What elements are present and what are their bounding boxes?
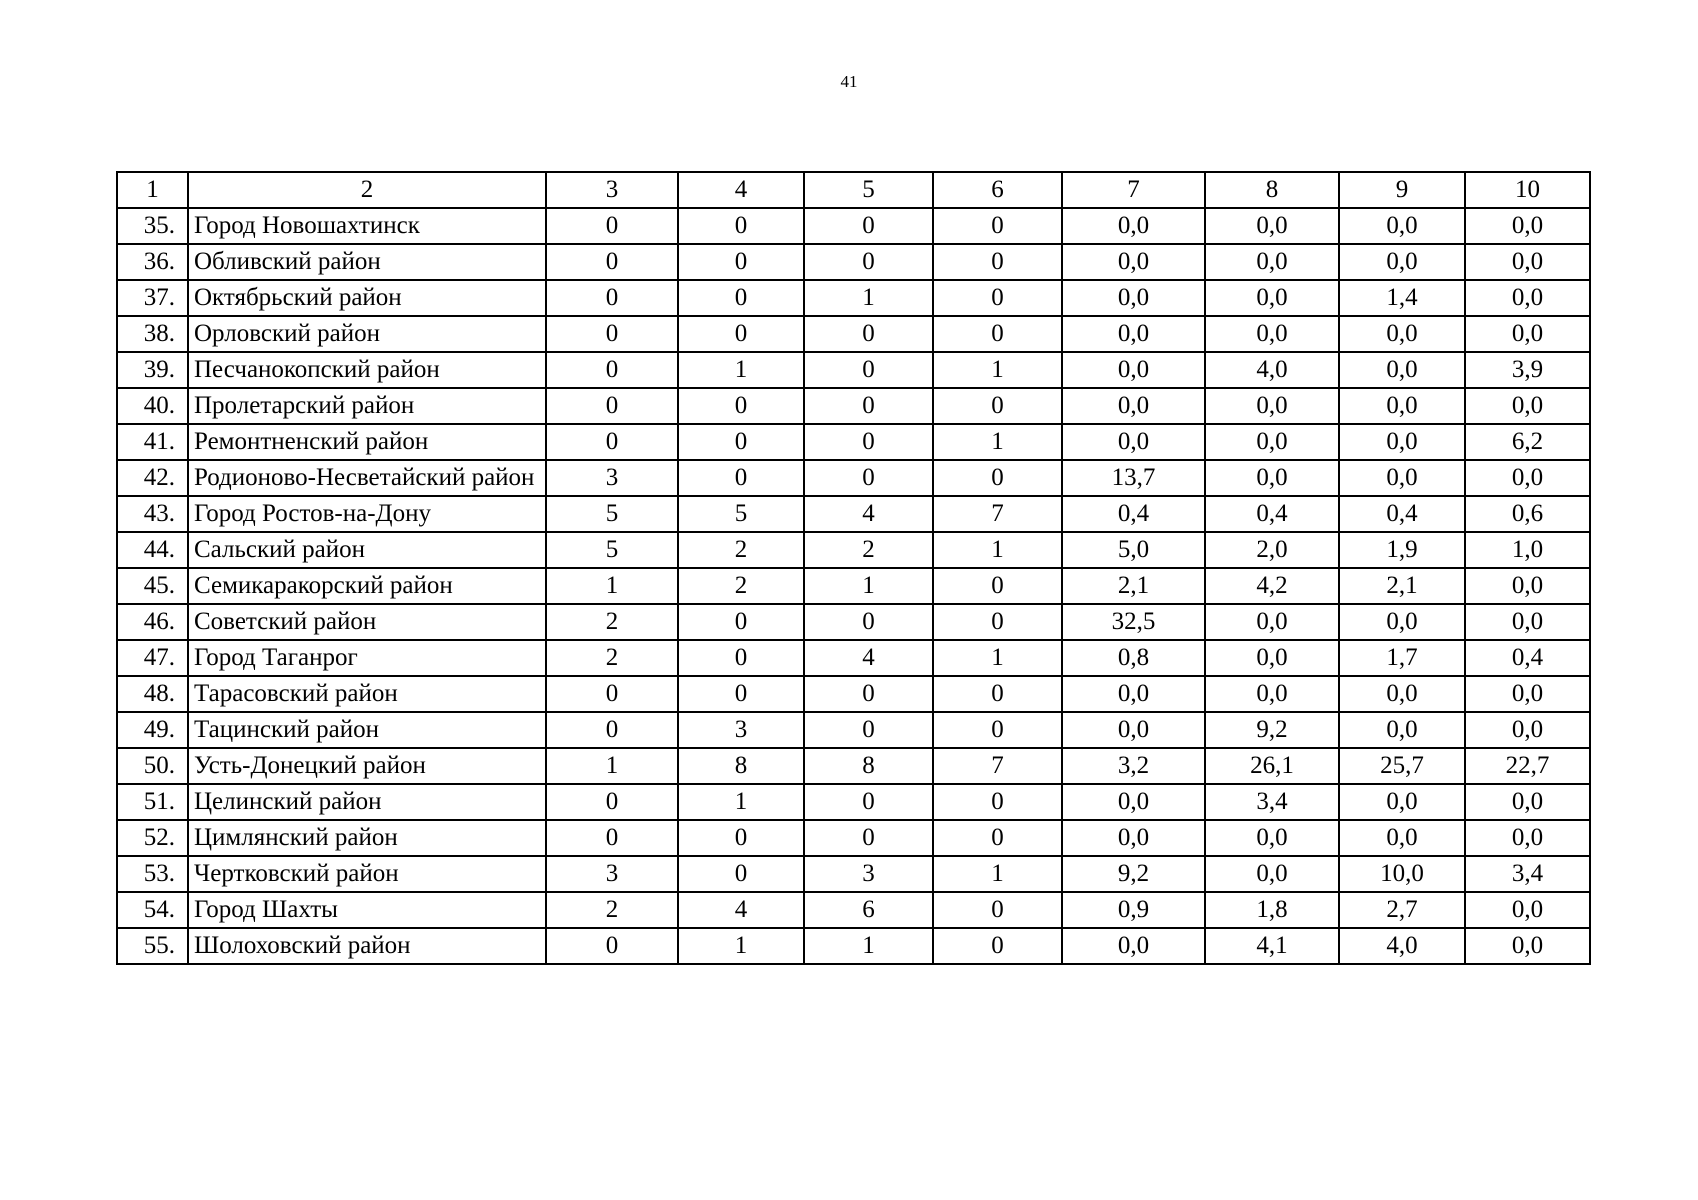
col-6-value: 0 <box>933 784 1062 820</box>
col-3-value: 0 <box>546 424 678 460</box>
col-6-value: 0 <box>933 820 1062 856</box>
col-7-value: 0,0 <box>1062 244 1205 280</box>
row-number: 54. <box>117 892 188 928</box>
col-7-value: 0,0 <box>1062 676 1205 712</box>
col-10-value: 6,2 <box>1465 424 1590 460</box>
district-name: Советский район <box>188 604 546 640</box>
col-5-value: 1 <box>804 280 933 316</box>
row-number: 39. <box>117 352 188 388</box>
col-5-value: 0 <box>804 676 933 712</box>
col-3-value: 0 <box>546 784 678 820</box>
col-5-value: 0 <box>804 604 933 640</box>
col-6-value: 7 <box>933 748 1062 784</box>
col-4-value: 0 <box>678 604 804 640</box>
col-5-value: 0 <box>804 388 933 424</box>
col-4-value: 1 <box>678 928 804 964</box>
header-cell: 3 <box>546 172 678 208</box>
col-5-value: 1 <box>804 568 933 604</box>
col-6-value: 0 <box>933 676 1062 712</box>
col-10-value: 0,0 <box>1465 820 1590 856</box>
table-row <box>117 208 1590 244</box>
col-5-value: 0 <box>804 316 933 352</box>
col-3-value: 0 <box>546 388 678 424</box>
col-8-value: 0,0 <box>1205 604 1339 640</box>
col-5-value: 0 <box>804 460 933 496</box>
col-9-value: 0,0 <box>1339 676 1465 712</box>
district-name: Октябрьский район <box>188 280 546 316</box>
col-4-value: 0 <box>678 388 804 424</box>
district-name: Сальский район <box>188 532 546 568</box>
table-row <box>117 244 1590 280</box>
col-4-value: 0 <box>678 820 804 856</box>
col-6-value: 1 <box>933 424 1062 460</box>
col-4-value: 0 <box>678 316 804 352</box>
col-10-value: 0,6 <box>1465 496 1590 532</box>
col-8-value: 9,2 <box>1205 712 1339 748</box>
district-name: Тарасовский район <box>188 676 546 712</box>
col-6-value: 0 <box>933 460 1062 496</box>
col-6-value: 0 <box>933 280 1062 316</box>
row-number: 46. <box>117 604 188 640</box>
col-10-value: 0,0 <box>1465 784 1590 820</box>
col-4-value: 2 <box>678 568 804 604</box>
row-number: 48. <box>117 676 188 712</box>
col-3-value: 5 <box>546 532 678 568</box>
table-row <box>117 712 1590 748</box>
district-name: Город Таганрог <box>188 640 546 676</box>
col-7-value: 2,1 <box>1062 568 1205 604</box>
col-7-value: 0,0 <box>1062 820 1205 856</box>
col-9-value: 2,7 <box>1339 892 1465 928</box>
table-row <box>117 892 1590 928</box>
col-8-value: 1,8 <box>1205 892 1339 928</box>
col-7-value: 0,0 <box>1062 928 1205 964</box>
col-10-value: 22,7 <box>1465 748 1590 784</box>
col-10-value: 0,0 <box>1465 208 1590 244</box>
col-10-value: 3,4 <box>1465 856 1590 892</box>
col-10-value: 0,0 <box>1465 892 1590 928</box>
col-4-value: 0 <box>678 244 804 280</box>
col-7-value: 0,0 <box>1062 424 1205 460</box>
row-number: 53. <box>117 856 188 892</box>
col-10-value: 0,0 <box>1465 280 1590 316</box>
district-name: Город Шахты <box>188 892 546 928</box>
row-number: 41. <box>117 424 188 460</box>
col-9-value: 2,1 <box>1339 568 1465 604</box>
col-4-value: 0 <box>678 460 804 496</box>
col-7-value: 3,2 <box>1062 748 1205 784</box>
row-number: 43. <box>117 496 188 532</box>
district-name: Город Ростов-на-Дону <box>188 496 546 532</box>
row-number: 52. <box>117 820 188 856</box>
col-3-value: 0 <box>546 676 678 712</box>
table-body <box>117 208 1590 964</box>
row-number: 50. <box>117 748 188 784</box>
col-6-value: 0 <box>933 316 1062 352</box>
col-6-value: 7 <box>933 496 1062 532</box>
row-number: 49. <box>117 712 188 748</box>
col-4-value: 4 <box>678 892 804 928</box>
col-7-value: 0,0 <box>1062 280 1205 316</box>
col-3-value: 0 <box>546 928 678 964</box>
col-7-value: 9,2 <box>1062 856 1205 892</box>
col-8-value: 0,0 <box>1205 820 1339 856</box>
col-5-value: 0 <box>804 784 933 820</box>
table-row <box>117 676 1590 712</box>
col-7-value: 0,9 <box>1062 892 1205 928</box>
header-cell: 7 <box>1062 172 1205 208</box>
col-9-value: 1,9 <box>1339 532 1465 568</box>
col-4-value: 0 <box>678 208 804 244</box>
col-8-value: 26,1 <box>1205 748 1339 784</box>
col-6-value: 1 <box>933 640 1062 676</box>
district-name: Родионово-Несветайский район <box>188 460 546 496</box>
col-4-value: 3 <box>678 712 804 748</box>
col-3-value: 0 <box>546 208 678 244</box>
col-10-value: 1,0 <box>1465 532 1590 568</box>
col-6-value: 0 <box>933 244 1062 280</box>
col-4-value: 1 <box>678 784 804 820</box>
col-8-value: 2,0 <box>1205 532 1339 568</box>
col-9-value: 0,0 <box>1339 820 1465 856</box>
col-7-value: 32,5 <box>1062 604 1205 640</box>
col-5-value: 2 <box>804 532 933 568</box>
col-3-value: 3 <box>546 856 678 892</box>
col-3-value: 0 <box>546 244 678 280</box>
col-3-value: 0 <box>546 820 678 856</box>
col-6-value: 0 <box>933 568 1062 604</box>
col-9-value: 0,0 <box>1339 784 1465 820</box>
table-row <box>117 316 1590 352</box>
col-3-value: 0 <box>546 352 678 388</box>
col-3-value: 2 <box>546 604 678 640</box>
col-9-value: 0,0 <box>1339 712 1465 748</box>
col-8-value: 0,0 <box>1205 280 1339 316</box>
district-name: Чертковский район <box>188 856 546 892</box>
col-5-value: 6 <box>804 892 933 928</box>
table-row <box>117 496 1590 532</box>
col-7-value: 0,0 <box>1062 784 1205 820</box>
header-cell: 1 <box>117 172 188 208</box>
col-6-value: 1 <box>933 352 1062 388</box>
col-9-value: 4,0 <box>1339 928 1465 964</box>
row-number: 47. <box>117 640 188 676</box>
col-10-value: 0,0 <box>1465 460 1590 496</box>
col-10-value: 0,0 <box>1465 316 1590 352</box>
col-10-value: 0,0 <box>1465 568 1590 604</box>
col-10-value: 0,0 <box>1465 388 1590 424</box>
table-row <box>117 820 1590 856</box>
col-9-value: 0,0 <box>1339 316 1465 352</box>
col-4-value: 5 <box>678 496 804 532</box>
row-number: 38. <box>117 316 188 352</box>
col-3-value: 0 <box>546 712 678 748</box>
col-5-value: 1 <box>804 928 933 964</box>
col-10-value: 0,0 <box>1465 676 1590 712</box>
col-5-value: 3 <box>804 856 933 892</box>
col-3-value: 5 <box>546 496 678 532</box>
col-8-value: 0,0 <box>1205 316 1339 352</box>
col-3-value: 0 <box>546 280 678 316</box>
col-10-value: 0,0 <box>1465 604 1590 640</box>
statistics-table <box>116 171 1591 965</box>
col-8-value: 0,4 <box>1205 496 1339 532</box>
col-4-value: 0 <box>678 640 804 676</box>
col-7-value: 0,4 <box>1062 496 1205 532</box>
district-name: Город Новошахтинск <box>188 208 546 244</box>
col-9-value: 0,0 <box>1339 352 1465 388</box>
district-name: Песчанокопский район <box>188 352 546 388</box>
district-name: Тацинский район <box>188 712 546 748</box>
col-10-value: 0,0 <box>1465 244 1590 280</box>
table-row <box>117 640 1590 676</box>
col-3-value: 3 <box>546 460 678 496</box>
district-name: Обливский район <box>188 244 546 280</box>
col-3-value: 0 <box>546 316 678 352</box>
col-5-value: 4 <box>804 496 933 532</box>
col-8-value: 4,0 <box>1205 352 1339 388</box>
col-10-value: 3,9 <box>1465 352 1590 388</box>
col-4-value: 1 <box>678 352 804 388</box>
col-3-value: 2 <box>546 892 678 928</box>
table-row <box>117 856 1590 892</box>
col-9-value: 1,4 <box>1339 280 1465 316</box>
district-name: Цимлянский район <box>188 820 546 856</box>
col-7-value: 0,8 <box>1062 640 1205 676</box>
header-cell: 8 <box>1205 172 1339 208</box>
table-row <box>117 388 1590 424</box>
col-3-value: 1 <box>546 568 678 604</box>
table-row <box>117 928 1590 964</box>
district-name: Пролетарский район <box>188 388 546 424</box>
col-6-value: 0 <box>933 208 1062 244</box>
table-row <box>117 532 1590 568</box>
row-number: 37. <box>117 280 188 316</box>
col-6-value: 0 <box>933 604 1062 640</box>
row-number: 55. <box>117 928 188 964</box>
col-8-value: 0,0 <box>1205 676 1339 712</box>
col-9-value: 10,0 <box>1339 856 1465 892</box>
col-9-value: 0,0 <box>1339 460 1465 496</box>
col-5-value: 4 <box>804 640 933 676</box>
row-number: 45. <box>117 568 188 604</box>
district-name: Семикаракорский район <box>188 568 546 604</box>
page-number: 41 <box>840 72 858 91</box>
header-cell: 6 <box>933 172 1062 208</box>
table-row <box>117 568 1590 604</box>
col-8-value: 0,0 <box>1205 856 1339 892</box>
row-number: 44. <box>117 532 188 568</box>
col-9-value: 25,7 <box>1339 748 1465 784</box>
row-number: 35. <box>117 208 188 244</box>
header-row <box>117 172 1590 208</box>
col-4-value: 8 <box>678 748 804 784</box>
col-8-value: 4,1 <box>1205 928 1339 964</box>
col-6-value: 0 <box>933 892 1062 928</box>
col-9-value: 0,0 <box>1339 208 1465 244</box>
col-8-value: 0,0 <box>1205 640 1339 676</box>
col-8-value: 0,0 <box>1205 460 1339 496</box>
row-number: 42. <box>117 460 188 496</box>
header-cell: 5 <box>804 172 933 208</box>
col-10-value: 0,0 <box>1465 928 1590 964</box>
header-cell: 9 <box>1339 172 1465 208</box>
col-4-value: 0 <box>678 856 804 892</box>
col-8-value: 0,0 <box>1205 388 1339 424</box>
col-6-value: 0 <box>933 388 1062 424</box>
col-9-value: 0,0 <box>1339 604 1465 640</box>
col-7-value: 5,0 <box>1062 532 1205 568</box>
district-name: Усть-Донецкий район <box>188 748 546 784</box>
col-7-value: 13,7 <box>1062 460 1205 496</box>
row-number: 36. <box>117 244 188 280</box>
district-name: Целинский район <box>188 784 546 820</box>
col-6-value: 0 <box>933 712 1062 748</box>
col-3-value: 1 <box>546 748 678 784</box>
col-10-value: 0,4 <box>1465 640 1590 676</box>
col-8-value: 0,0 <box>1205 244 1339 280</box>
district-name: Ремонтненский район <box>188 424 546 460</box>
table-row <box>117 424 1590 460</box>
col-5-value: 0 <box>804 352 933 388</box>
col-6-value: 1 <box>933 532 1062 568</box>
col-9-value: 0,0 <box>1339 388 1465 424</box>
col-7-value: 0,0 <box>1062 712 1205 748</box>
table-row <box>117 604 1590 640</box>
header-cell: 10 <box>1465 172 1590 208</box>
row-number: 51. <box>117 784 188 820</box>
col-4-value: 0 <box>678 676 804 712</box>
col-8-value: 3,4 <box>1205 784 1339 820</box>
table-row <box>117 280 1590 316</box>
col-8-value: 0,0 <box>1205 424 1339 460</box>
col-3-value: 2 <box>546 640 678 676</box>
col-5-value: 8 <box>804 748 933 784</box>
district-name: Шолоховский район <box>188 928 546 964</box>
col-5-value: 0 <box>804 424 933 460</box>
col-9-value: 0,0 <box>1339 244 1465 280</box>
col-7-value: 0,0 <box>1062 352 1205 388</box>
col-4-value: 0 <box>678 280 804 316</box>
header-cell: 2 <box>188 172 546 208</box>
col-9-value: 0,4 <box>1339 496 1465 532</box>
col-10-value: 0,0 <box>1465 712 1590 748</box>
col-8-value: 4,2 <box>1205 568 1339 604</box>
col-5-value: 0 <box>804 244 933 280</box>
col-5-value: 0 <box>804 712 933 748</box>
table-row <box>117 352 1590 388</box>
table-row <box>117 784 1590 820</box>
table-row <box>117 460 1590 496</box>
row-number: 40. <box>117 388 188 424</box>
col-6-value: 0 <box>933 928 1062 964</box>
col-5-value: 0 <box>804 820 933 856</box>
col-7-value: 0,0 <box>1062 388 1205 424</box>
col-7-value: 0,0 <box>1062 316 1205 352</box>
district-name: Орловский район <box>188 316 546 352</box>
header-cell: 4 <box>678 172 804 208</box>
col-4-value: 0 <box>678 424 804 460</box>
col-7-value: 0,0 <box>1062 208 1205 244</box>
col-6-value: 1 <box>933 856 1062 892</box>
col-9-value: 0,0 <box>1339 424 1465 460</box>
col-8-value: 0,0 <box>1205 208 1339 244</box>
table-row <box>117 748 1590 784</box>
col-4-value: 2 <box>678 532 804 568</box>
col-5-value: 0 <box>804 208 933 244</box>
col-9-value: 1,7 <box>1339 640 1465 676</box>
